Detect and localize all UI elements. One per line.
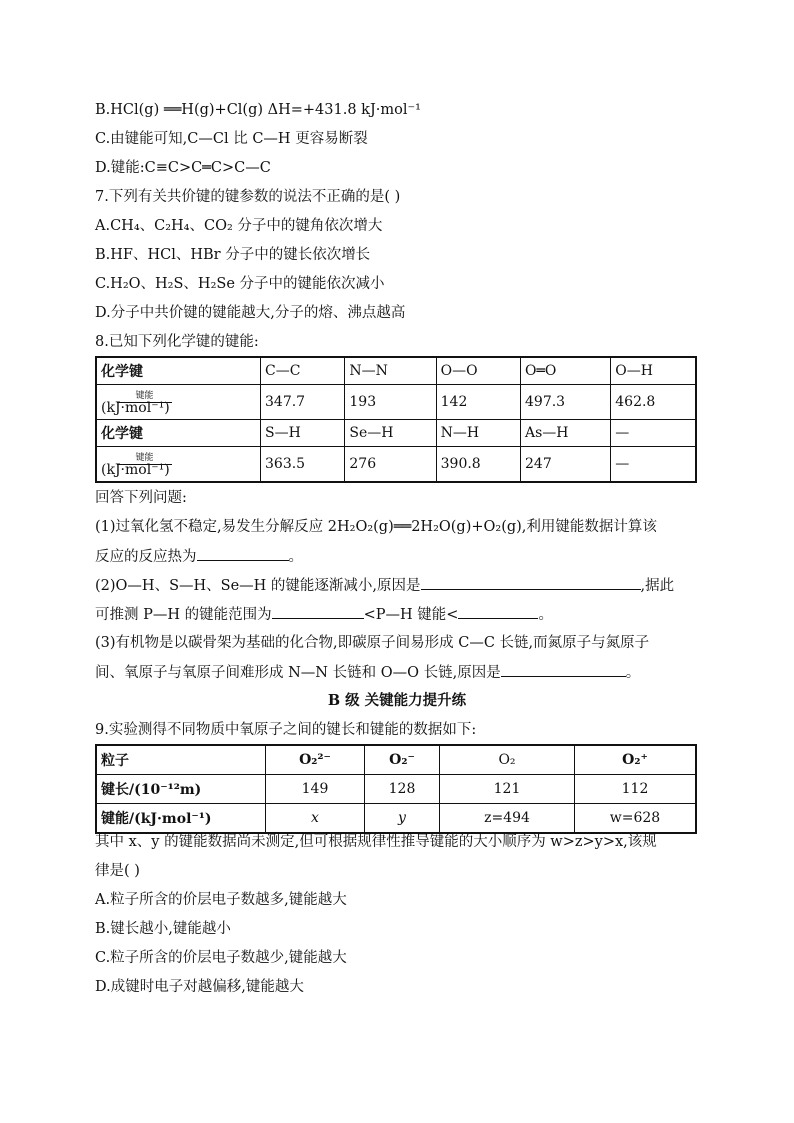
answer-blank[interactable] [421, 575, 641, 590]
table-cell: — [611, 420, 696, 447]
table-cell: — [611, 447, 696, 483]
part2-text: 可推测 P—H 的键能范围为 [95, 607, 272, 623]
particle-label-cell: 粒子 [96, 745, 266, 775]
question-9-option-b: B.键长越小,键能越小 [95, 921, 231, 937]
table-cell: 112 [575, 775, 697, 804]
table-row [96, 804, 696, 834]
question-8-ask: 回答下列问题: [95, 490, 187, 506]
table-cell: 276 [345, 447, 436, 483]
question-8-part3-line2 [95, 662, 640, 683]
table-cell: Se—H [345, 420, 436, 447]
energy-label-unit: (kJ·mol⁻¹) [101, 461, 170, 478]
table-cell: O₂²⁻ [266, 745, 365, 775]
part2-mid: <P—H 键能< [363, 607, 459, 623]
table-cell: O—H [611, 357, 696, 385]
option-b-text: B.HCl(g) ══H(g)+Cl(g) ΔH=+431.8 kJ·mol⁻¹ [95, 102, 421, 118]
table-cell: z=494 [440, 804, 575, 834]
question-7-option-d: D.分子中共价键的键能越大,分子的熔、沸点越高 [95, 305, 406, 321]
table-cell: O═O [521, 357, 611, 385]
answer-blank[interactable] [197, 546, 289, 561]
table-cell: 347.7 [261, 385, 345, 420]
question-8-part2-line2 [95, 604, 553, 625]
question-9-text-line2: 律是( ) [95, 863, 140, 879]
energy-label-cell: 键能/(kJ·mol⁻¹) [96, 804, 266, 834]
table-row [96, 420, 696, 447]
energy-label-cell [96, 447, 261, 483]
table-cell: S—H [261, 420, 345, 447]
table-cell: As—H [521, 420, 611, 447]
table-cell: N—N [345, 357, 436, 385]
table-row [96, 775, 696, 804]
part1-text: 反应的反应热为 [95, 549, 197, 565]
energy-label-cell [96, 385, 261, 420]
bond-energy-table [95, 356, 697, 483]
end-mark: 。 [625, 665, 641, 681]
table-cell: 121 [440, 775, 575, 804]
table-row [96, 357, 696, 385]
question-7-option-b: B.HF、HCl、HBr 分子中的键长依次增长 [95, 247, 371, 263]
particle-table [95, 744, 697, 834]
bond-label-cell: 化学键 [96, 357, 261, 385]
bond-label-cell: 化学键 [96, 420, 261, 447]
table-cell: 462.8 [611, 385, 696, 420]
table-cell: x [266, 804, 365, 834]
answer-blank[interactable] [501, 662, 626, 677]
table-cell: 193 [345, 385, 436, 420]
question-9-stem: 9.实验测得不同物质中氧原子之间的键长和键能的数据如下: [95, 722, 477, 738]
question-8-part3-line1: (3)有机物是以碳骨架为基础的化合物,即碳原子间易形成 C—C 长链,而氮原子与氮原子 [95, 635, 650, 651]
question-9-option-d: D.成键时电子对越偏移,键能越大 [95, 979, 304, 995]
part2-end: ,据此 [640, 578, 675, 594]
section-heading: B 级 关键能力提升练 [327, 692, 467, 709]
table-row [96, 745, 696, 775]
energy-label-top: 键能 [117, 453, 172, 465]
table-cell: 149 [266, 775, 365, 804]
part2-text: (2)O—H、S—H、Se—H 的键能逐渐减小,原因是 [95, 578, 421, 594]
table-cell: y [365, 804, 440, 834]
energy-label-top: 键能 [117, 391, 172, 403]
table-cell: 142 [436, 385, 520, 420]
option-c-text: C.由键能可知,C—Cl 比 C—H 更容易断裂 [95, 131, 368, 147]
part3-text: 间、氧原子与氧原子间难形成 N—N 长链和 O—O 长链,原因是 [95, 665, 501, 681]
table-cell: C—C [261, 357, 345, 385]
table-row [96, 385, 696, 420]
question-8-part1-line2 [95, 546, 303, 567]
energy-label-unit: (kJ·mol⁻¹) [101, 399, 170, 416]
table-cell: 390.8 [436, 447, 520, 483]
end-mark: 。 [288, 549, 303, 565]
question-7-option-c: C.H₂O、H₂S、H₂Se 分子中的键能依次减小 [95, 276, 385, 292]
table-cell: w=628 [575, 804, 697, 834]
table-cell: O₂⁺ [575, 745, 697, 775]
length-label-cell: 键长/(10⁻¹²m) [96, 775, 266, 804]
question-8-part2-line1 [95, 575, 674, 596]
question-7-option-a: A.CH₄、C₂H₄、CO₂ 分子中的键角依次增大 [95, 218, 383, 234]
end-mark: 。 [538, 607, 553, 623]
question-8-stem: 8.已知下列化学键的键能: [95, 334, 259, 350]
table-cell: O₂ [440, 745, 575, 775]
table-cell: O₂⁻ [365, 745, 440, 775]
table-row [96, 447, 696, 483]
question-8-part1-line1: (1)过氧化氢不稳定,易发生分解反应 2H₂O₂(g)══2H₂O(g)+O₂(g),利用键能数据计算该 [95, 519, 657, 535]
option-d-text: D.键能:C≡C>C═C>C—C [95, 160, 271, 176]
question-9-option-c: C.粒子所含的价层电子数越少,键能越大 [95, 950, 347, 966]
question-9-option-a: A.粒子所含的价层电子数越多,键能越大 [95, 892, 347, 908]
question-9-text-line1: 其中 x、y 的键能数据尚未测定,但可根据规律性推导键能的大小顺序为 w>z>y>x,该规 [95, 834, 657, 850]
table-cell: N—H [436, 420, 520, 447]
answer-blank[interactable] [458, 604, 538, 619]
table-cell: 247 [521, 447, 611, 483]
table-cell: 497.3 [521, 385, 611, 420]
table-cell: 363.5 [261, 447, 345, 483]
question-7-stem: 7.下列有关共价键的键参数的说法不正确的是( ) [95, 189, 401, 205]
table-cell: 128 [365, 775, 440, 804]
table-cell: O—O [436, 357, 520, 385]
answer-blank[interactable] [272, 604, 364, 619]
